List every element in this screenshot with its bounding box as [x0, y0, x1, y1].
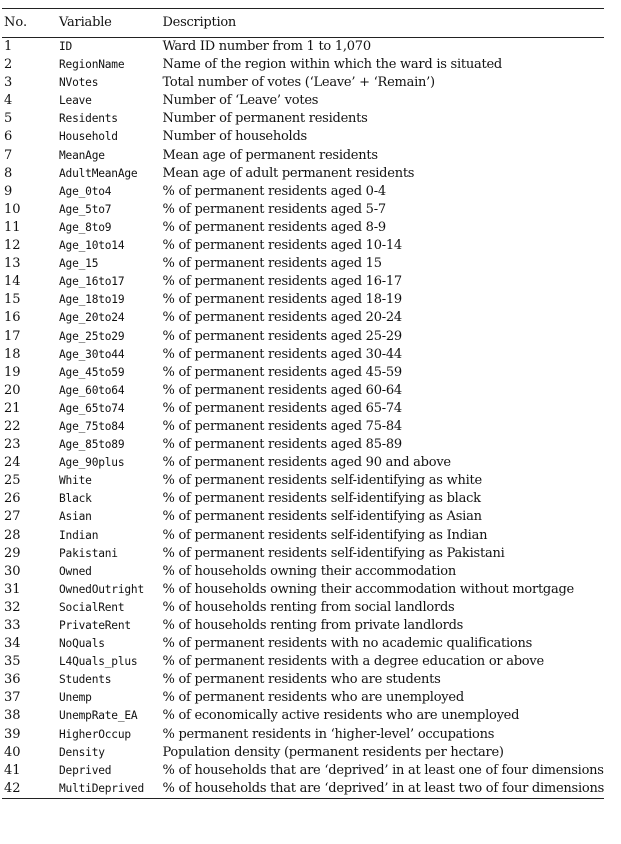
variable-name: Age_16to17 [59, 275, 125, 289]
table-row [2, 671, 604, 689]
table-row [2, 545, 604, 563]
header-no: No. [2, 9, 59, 38]
row-number: 12 [4, 238, 21, 254]
variable-description: Ward ID number from 1 to 1,070 [162, 39, 371, 54]
table-row [2, 617, 604, 635]
variable-name: Pakistani [59, 546, 118, 560]
row-number: 22 [4, 418, 21, 434]
table-row [2, 128, 604, 146]
variable-description: % of permanent residents self-identifying as black [162, 491, 481, 507]
table-row [2, 382, 604, 400]
variable-name: Age_90plus [59, 456, 125, 470]
row-number: 2 [4, 57, 13, 73]
table-row [2, 635, 604, 653]
row-number: 23 [4, 437, 21, 453]
table-row [2, 689, 604, 707]
row-number: 38 [4, 708, 21, 724]
row-number: 16 [4, 310, 21, 326]
table-row [2, 273, 604, 291]
row-number: 42 [2, 780, 59, 799]
row-number: 32 [4, 599, 21, 615]
variable-table [2, 8, 604, 799]
variable-name: Age_5to7 [59, 202, 112, 216]
row-number: 36 [4, 672, 21, 688]
variable-name: Unemp [59, 691, 92, 705]
row-number: 30 [4, 563, 21, 579]
table-header [2, 9, 604, 38]
variable-description: % of permanent residents aged 20-24 [162, 310, 402, 326]
variable-description: Population density (permanent residents per hectare) [162, 744, 504, 760]
table-row [2, 653, 604, 671]
table-row [2, 563, 604, 581]
row-number: 6 [4, 129, 13, 145]
table-body [2, 38, 604, 799]
variable-name: ID [59, 40, 73, 53]
variable-description: % of permanent residents aged 8-9 [162, 219, 386, 235]
variable-name: MeanAge [59, 148, 105, 162]
table-row [2, 201, 604, 219]
variable-name: Age_45to59 [59, 365, 125, 379]
variable-description: % of economically active residents who are unemployed [162, 708, 520, 724]
row-number: 24 [4, 455, 21, 471]
variable-description: % of permanent residents aged 90 and above [162, 455, 451, 471]
row-number: 10 [4, 201, 21, 217]
table-row [2, 237, 604, 255]
row-number: 41 [4, 762, 21, 778]
variable-description: % of permanent residents who are students [162, 672, 441, 688]
table-row [2, 762, 604, 780]
row-number: 7 [4, 147, 13, 163]
variable-description: % of permanent residents self-identifying as Asian [162, 509, 482, 525]
variable-description: % of households that are ‘deprived’ in at least two of four dimensions [162, 780, 604, 799]
row-number: 31 [4, 581, 21, 597]
row-number: 29 [4, 545, 21, 561]
variable-description: Mean age of permanent residents [162, 147, 378, 163]
row-number: 13 [4, 256, 21, 272]
variable-description: % of permanent residents self-identifying as Indian [162, 527, 488, 543]
variable-description: % of permanent residents with no academic qualifications [162, 636, 533, 652]
table-row [2, 581, 604, 599]
variable-description: % permanent residents in ‘higher-level’ occupations [162, 726, 495, 742]
row-number: 1 [4, 39, 13, 54]
table-row [2, 74, 604, 92]
row-number: 40 [4, 744, 21, 760]
row-number: 4 [4, 93, 13, 109]
variable-description: Number of permanent residents [162, 111, 368, 127]
variable-description: % of households that are ‘deprived’ in at least one of four dimensions [162, 762, 604, 778]
row-number: 37 [4, 690, 21, 706]
variable-description: % of permanent residents aged 18-19 [162, 292, 402, 308]
table-row [2, 707, 604, 725]
variable-description: % of permanent residents aged 16-17 [162, 274, 402, 290]
variable-description: Total number of votes (‘Leave’ + ‘Remain’) [162, 75, 435, 91]
variable-description: % of permanent residents aged 85-89 [162, 437, 402, 453]
row-number: 3 [4, 75, 13, 91]
table-row [2, 56, 604, 74]
table-row [2, 527, 604, 545]
table-row [2, 744, 604, 762]
variable-description: % of permanent residents aged 45-59 [162, 364, 402, 380]
row-number: 19 [4, 364, 21, 380]
variable-name: RegionName [59, 58, 125, 72]
row-number: 5 [4, 111, 13, 127]
variable-name: Age_10to14 [59, 239, 125, 253]
variable-description: % of permanent residents self-identifying as Pakistani [162, 545, 505, 561]
variable-description: % of households renting from social landlords [162, 599, 455, 615]
variable-name: Age_60to64 [59, 383, 125, 397]
variable-name: Age_20to24 [59, 311, 125, 325]
variable-name: White [59, 474, 92, 488]
variable-name: Age_15 [59, 257, 99, 271]
variable-name: AdultMeanAge [59, 166, 138, 180]
row-number: 39 [4, 726, 21, 742]
header-description: Description [162, 9, 604, 38]
variable-name: SocialRent [59, 600, 125, 614]
variable-name: PrivateRent [59, 619, 131, 632]
variable-description: % of permanent residents aged 15 [162, 256, 382, 272]
variable-name: Age_75to84 [59, 419, 125, 433]
variable-description: % of permanent residents aged 10-14 [162, 238, 402, 254]
variable-name: Age_0to4 [59, 184, 112, 198]
table-row [2, 147, 604, 165]
row-number: 26 [4, 491, 21, 507]
variable-description: Number of ‘Leave’ votes [162, 93, 319, 109]
table-row [2, 328, 604, 346]
variable-description: % of households owning their accommodation [162, 563, 457, 579]
variable-name: HigherOccup [59, 727, 131, 741]
variable-name: NoQuals [59, 637, 105, 651]
variable-name: NVotes [59, 76, 99, 90]
variable-description: % of permanent residents aged 60-64 [162, 382, 402, 398]
variable-name: L4Quals_plus [59, 655, 138, 669]
variable-name: Asian [59, 510, 92, 524]
variable-name: Age_25to29 [59, 329, 125, 343]
variable-name: Indian [59, 528, 99, 542]
variable-description: Number of households [162, 129, 307, 145]
row-number: 20 [4, 382, 21, 398]
variable-name: Age_30to44 [59, 347, 125, 361]
table-row [2, 472, 604, 490]
row-number: 21 [4, 400, 21, 416]
variable-description: % of permanent residents self-identifying as white [162, 473, 482, 489]
variable-description: % of permanent residents aged 75-84 [162, 418, 402, 434]
variable-name: UnempRate_EA [59, 709, 138, 723]
variable-name: Age_65to74 [59, 401, 125, 415]
variable-description: % of permanent residents aged 65-74 [162, 400, 402, 416]
row-number: 28 [4, 527, 21, 543]
variable-description: % of households renting from private landlords [162, 618, 464, 633]
variable-name: OwnedOutright [59, 582, 144, 596]
variable-description: % of permanent residents aged 25-29 [162, 328, 402, 344]
row-number: 17 [4, 328, 21, 344]
row-number: 34 [4, 636, 21, 652]
table-row [2, 454, 604, 472]
variable-name: Household [59, 130, 118, 144]
variable-description: Mean age of adult permanent residents [162, 165, 415, 181]
row-number: 15 [4, 292, 21, 308]
table-row [2, 219, 604, 237]
row-number: 35 [4, 654, 21, 670]
variable-name: Age_85to89 [59, 438, 125, 452]
table-row [2, 400, 604, 418]
row-number: 14 [4, 274, 21, 290]
table-row [2, 309, 604, 327]
row-number: 25 [4, 473, 21, 489]
table-row [2, 255, 604, 273]
table-row [2, 508, 604, 526]
row-number: 33 [4, 618, 21, 633]
table-row [2, 599, 604, 617]
table-row [2, 110, 604, 128]
table-row [2, 92, 604, 110]
row-number: 11 [4, 219, 21, 235]
variable-description: % of permanent residents aged 0-4 [162, 183, 386, 199]
variable-name: Density [59, 745, 105, 759]
variable-description: % of permanent residents aged 30-44 [162, 346, 402, 362]
table-row [2, 780, 604, 799]
row-number: 8 [4, 165, 13, 181]
header-variable: Variable [59, 9, 162, 38]
variable-name: Age_18to19 [59, 293, 125, 307]
header-row [2, 9, 604, 38]
variable-name: Deprived [59, 763, 112, 777]
variable-name: Age_8to9 [59, 220, 112, 234]
table-row [2, 346, 604, 364]
variable-name: Leave [59, 94, 92, 108]
variable-description: % of permanent residents who are unemployed [162, 690, 464, 706]
variable-name: Black [59, 492, 92, 506]
table-row [2, 364, 604, 382]
variable-description: % of permanent residents with a degree education or above [162, 654, 544, 670]
table-row [2, 726, 604, 744]
table-row [2, 183, 604, 201]
table-row [2, 38, 604, 57]
table-row [2, 165, 604, 183]
variable-name: MultiDeprived [59, 780, 162, 799]
row-number: 27 [4, 509, 21, 525]
variable-description: % of households owning their accommodation without mortgage [162, 581, 575, 597]
table-row [2, 418, 604, 436]
row-number: 9 [4, 183, 13, 199]
variable-name: Residents [59, 112, 118, 126]
table-row [2, 436, 604, 454]
variable-name: Owned [59, 564, 92, 578]
table-row [2, 291, 604, 309]
table-row [2, 490, 604, 508]
variable-description: Name of the region within which the ward is situated [162, 57, 502, 73]
variable-name: Students [59, 673, 112, 687]
variable-description: % of permanent residents aged 5-7 [162, 201, 386, 217]
row-number: 18 [4, 346, 21, 362]
